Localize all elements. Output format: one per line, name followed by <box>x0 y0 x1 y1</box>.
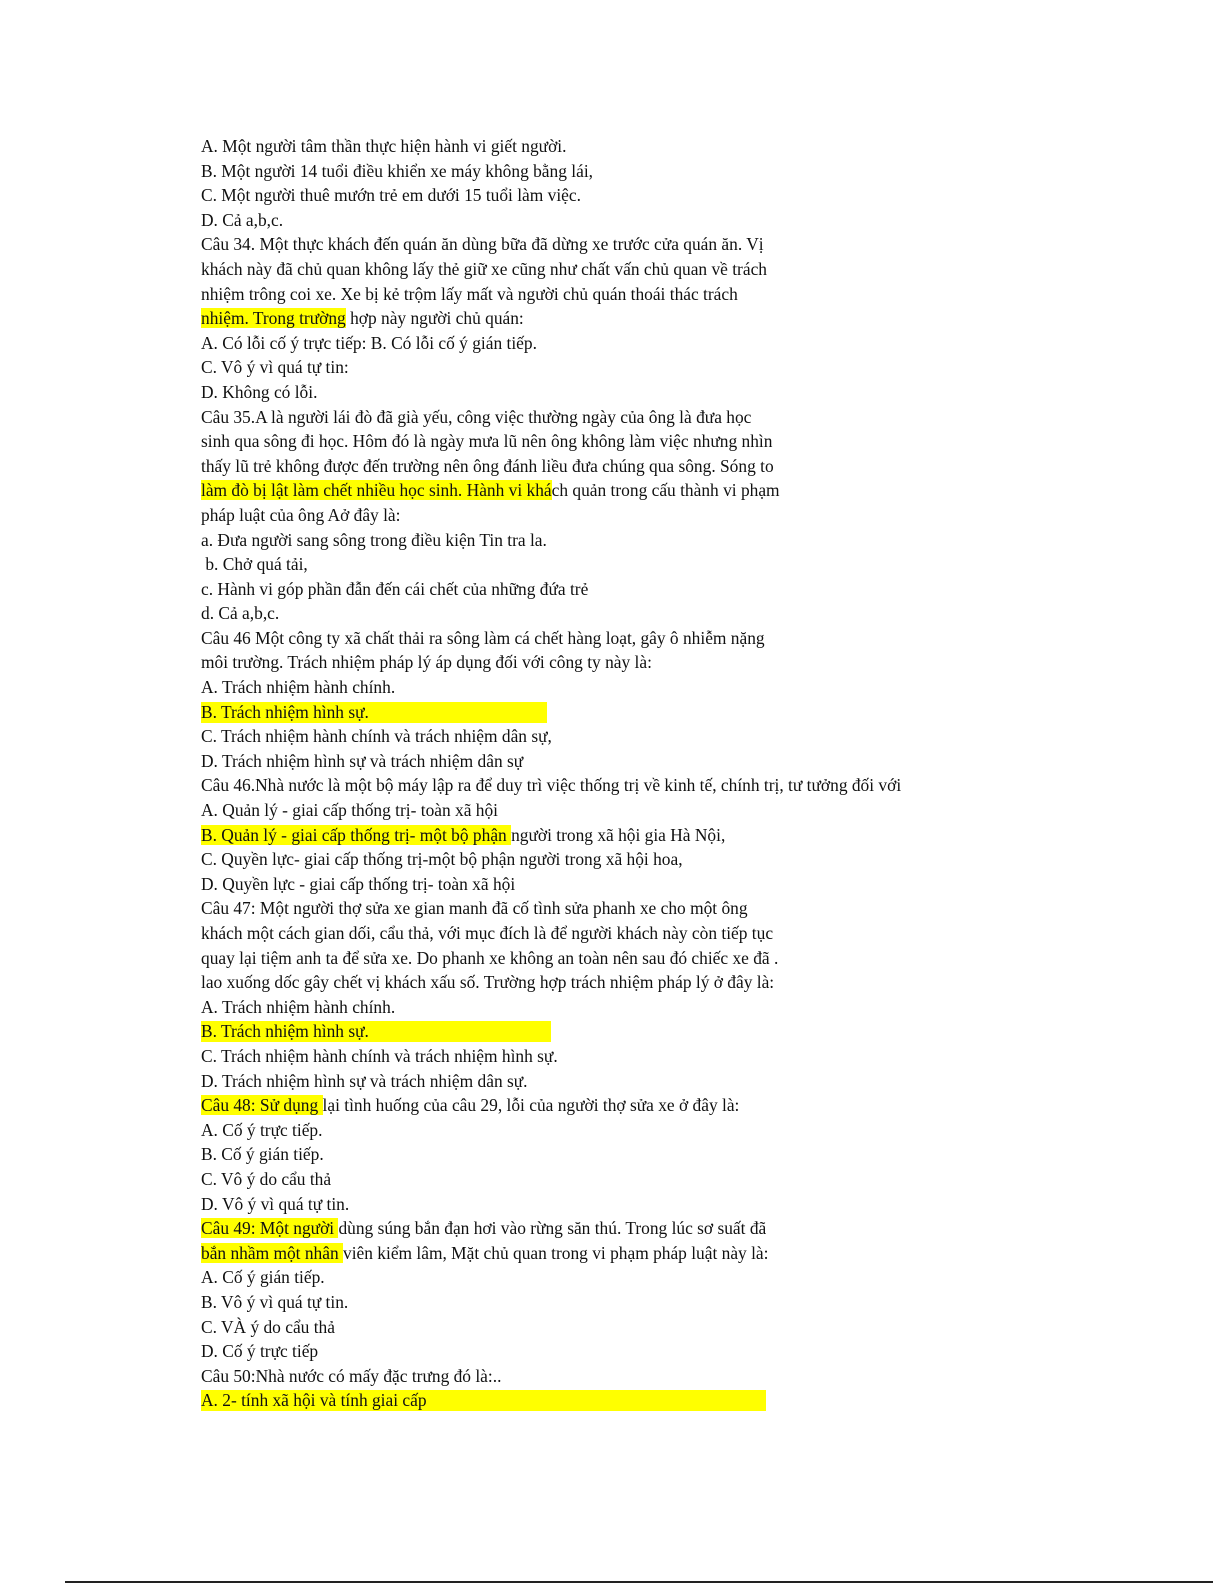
text-line <box>201 232 1211 257</box>
line-text-plain: D. Cả a,b,c. <box>201 209 284 230</box>
text-line <box>201 552 1211 577</box>
line-text-plain: C. Trách nhiệm hành chính và trách nhiệm dân sự, <box>201 726 552 747</box>
text-line <box>201 675 1211 700</box>
line-text-plain: Câu 34. Một thực khách đến quán ăn dùng bữa đã dừng xe trước cửa quán ăn. Vị <box>201 234 764 255</box>
text-line <box>201 183 1211 208</box>
line-text <box>201 1366 501 1386</box>
text-line <box>201 1069 1211 1094</box>
text-line <box>201 1339 1211 1364</box>
line-text-plain: khách một cách gian dối, cẩu thả, với mục đích là để người khách này còn tiếp tục <box>201 923 774 943</box>
line-text <box>201 185 581 205</box>
line-text-plain: A. Một người tâm thần thực hiện hành vi giết người. <box>201 136 567 156</box>
line-text-plain: pháp luật của ông Aở đây là: <box>201 504 401 525</box>
text-line <box>201 724 1211 749</box>
line-text <box>201 874 515 894</box>
text-line <box>201 405 1211 430</box>
line-text <box>201 357 349 377</box>
text-line <box>201 306 1211 331</box>
line-text-plain: môi trường. Trách nhiệm pháp lý áp dụng đối với công ty này là: <box>201 652 652 673</box>
line-text-plain: B. Vô ý vì quá tự tin. <box>201 1291 349 1312</box>
text-line <box>201 601 1211 626</box>
line-text <box>201 997 395 1017</box>
text-line <box>201 1044 1211 1069</box>
text-line <box>201 1093 1211 1118</box>
line-text <box>201 431 772 451</box>
line-text <box>201 1390 427 1410</box>
line-text-plain: D. Vô ý vì quá tự tin. <box>201 1193 350 1214</box>
line-text <box>201 751 523 771</box>
line-text <box>201 702 369 722</box>
line-text-plain: lao xuống dốc gây chết vị khách xấu số. Trường hợp trách nhiệm pháp lý ở đây là: <box>201 972 775 993</box>
line-text <box>201 726 552 746</box>
text-line <box>201 282 1211 307</box>
line-text <box>201 284 738 304</box>
text-line <box>201 1142 1211 1167</box>
line-text <box>201 825 725 845</box>
text-line <box>201 872 1211 897</box>
line-text <box>201 603 279 623</box>
line-text <box>201 628 765 648</box>
line-text-plain: lại tình huống của câu 29, lỗi của người thợ sửa xe ở đây là: <box>322 1095 740 1116</box>
text-line <box>201 946 1211 971</box>
line-text-plain: dùng súng bắn đạn hơi vào rừng săn thú. Trong lúc sơ suất đã <box>338 1218 767 1239</box>
line-text <box>201 1317 335 1337</box>
line-text-plain: Câu 47: Một người thợ sửa xe gian manh đã cố tình sửa phanh xe cho một ông <box>201 898 748 919</box>
text-line <box>201 1192 1211 1217</box>
text-line <box>201 749 1211 774</box>
line-text-plain: C. Vô ý vì quá tự tin: <box>201 357 349 378</box>
line-text <box>201 1194 349 1214</box>
line-text <box>201 210 283 230</box>
line-text-plain: quay lại tiệm anh ta để sửa xe. Do phanh xe không an toàn nên sau đó chiếc xe đã . <box>201 947 779 968</box>
page-bottom-rule <box>65 1581 1213 1583</box>
line-text <box>201 1046 558 1066</box>
line-text <box>201 923 773 943</box>
line-text <box>201 1292 348 1312</box>
line-text <box>201 234 764 254</box>
text-line <box>201 478 1211 503</box>
line-text-plain: D. Quyền lực - giai cấp thống trị- toàn xã hội <box>201 873 516 894</box>
text-line <box>201 650 1211 675</box>
line-text <box>201 554 308 574</box>
line-text-plain: viên kiểm lâm, Mặt chủ quan trong vi phạm pháp luật này là: <box>343 1242 769 1263</box>
line-text <box>201 308 524 328</box>
line-text-plain: C. Quyền lực- giai cấp thống trị-một bộ phận người trong xã hội hoa, <box>201 849 683 870</box>
text-line <box>201 331 1211 356</box>
text-line <box>201 429 1211 454</box>
line-text <box>201 259 767 279</box>
highlighted-text: B. Trách nhiệm hình sự. <box>201 701 369 722</box>
line-text-plain: a. Đưa người sang sông trong điều kiện Tin tra la. <box>201 529 547 550</box>
line-text-plain: hợp này người chủ quán: <box>345 308 524 329</box>
text-line <box>201 995 1211 1020</box>
line-text-plain: A. Quản lý - giai cấp thống trị- toàn xã hội <box>201 800 499 821</box>
line-text <box>201 652 652 672</box>
line-text-plain: C. Vô ý do cẩu thả <box>201 1168 332 1189</box>
line-text <box>201 333 537 353</box>
line-text-plain: A. Có lỗi cố ý trực tiếp: B. Có lỗi cố ý gián tiếp. <box>201 332 537 353</box>
text-line <box>201 1118 1211 1143</box>
highlighted-text: Câu 48: Sử dụng <box>201 1095 323 1116</box>
line-text <box>201 898 748 918</box>
line-text-plain: A. Trách nhiệm hành chính. <box>201 677 396 698</box>
line-text <box>201 161 593 181</box>
text-line <box>201 577 1211 602</box>
highlighted-text: B. Quản lý - giai cấp thống trị- một bộ phận <box>201 824 512 845</box>
line-text-plain: Câu 35.A là người lái đò đã già yếu, công việc thường ngày của ông là đưa học <box>201 406 752 427</box>
text-line <box>201 798 1211 823</box>
text-line <box>201 1290 1211 1315</box>
line-text-plain: c. Hành vi góp phần đẫn đến cái chết của những đứa trẻ <box>201 578 589 599</box>
line-text <box>201 800 498 820</box>
line-text <box>201 677 395 697</box>
text-line <box>201 1241 1211 1266</box>
line-text-plain: C. Một người thuê mướn trẻ em dưới 15 tuổi làm việc. <box>201 185 581 206</box>
line-text <box>201 1218 766 1238</box>
line-text <box>201 530 547 550</box>
line-text <box>201 1144 324 1164</box>
highlighted-text: nhiệm. Trong trường <box>201 308 346 329</box>
text-line <box>201 626 1211 651</box>
text-line <box>201 1364 1211 1389</box>
text-line <box>201 159 1211 184</box>
highlighted-text: B. Trách nhiệm hình sự. <box>201 1021 369 1042</box>
line-text-plain: D. Trách nhiệm hình sự và trách nhiệm dân sự. <box>201 1070 528 1091</box>
text-line <box>201 896 1211 921</box>
line-text <box>201 382 317 402</box>
text-line <box>201 1388 1211 1413</box>
line-text-plain: b. Chở quá tải, <box>201 554 308 575</box>
line-text-plain: Câu 50:Nhà nước có mấy đặc trưng đó là:.. <box>201 1365 502 1386</box>
line-text <box>201 1021 369 1041</box>
line-text <box>201 1267 325 1287</box>
line-text-plain: nhiệm trông coi xe. Xe bị kẻ trộm lấy mất và người chủ quán thoái thác trách <box>201 283 738 304</box>
text-line <box>201 208 1211 233</box>
line-text-plain: Câu 46 Một công ty xã chất thải ra sông làm cá chết hàng loạt, gây ô nhiễm nặng <box>201 627 765 648</box>
line-text <box>201 407 751 427</box>
text-line <box>201 921 1211 946</box>
highlighted-text: Câu 49: Một người <box>201 1218 339 1239</box>
line-text-plain: C. Trách nhiệm hành chính và trách nhiệm hình sự. <box>201 1045 558 1066</box>
text-line <box>201 380 1211 405</box>
text-line <box>201 454 1211 479</box>
line-text-plain: D. Cố ý trực tiếp <box>201 1341 319 1362</box>
highlighted-text: làm đò bị lật làm chết nhiều học sinh. Hành vi khá <box>201 480 552 501</box>
text-line <box>201 257 1211 282</box>
line-text <box>201 972 774 992</box>
line-text-plain: d. Cả a,b,c. <box>201 603 280 624</box>
line-text <box>201 775 901 795</box>
line-text <box>201 1095 739 1115</box>
line-text-plain: Câu 46.Nhà nước là một bộ máy lập ra để duy trì việc thống trị về kinh tế, chính trị, tư tưởng đối với <box>201 775 902 796</box>
line-text-plain: C. VÀ ý do cẩu thả <box>201 1316 335 1337</box>
highlighted-text: bắn nhầm một nhân <box>201 1242 343 1263</box>
text-line <box>201 503 1211 528</box>
line-text <box>201 948 778 968</box>
text-line <box>201 700 1211 725</box>
line-text <box>201 1169 331 1189</box>
text-line <box>201 1167 1211 1192</box>
text-line <box>201 1315 1211 1340</box>
line-text-plain: B. Một người 14 tuổi điều khiển xe máy không bằng lái, <box>201 160 593 181</box>
text-line <box>201 847 1211 872</box>
line-text-plain: A. Cố ý gián tiếp. <box>201 1267 325 1288</box>
text-line <box>201 528 1211 553</box>
text-line <box>201 355 1211 380</box>
line-text <box>201 849 683 869</box>
text-line <box>201 1265 1211 1290</box>
line-text-plain: khách này đã chủ quan không lấy thẻ giữ xe cũng như chất vấn chủ quan về trách <box>201 258 767 279</box>
line-text-plain: người trong xã hội gia Hà Nội, <box>511 824 726 845</box>
highlighted-text: A. 2- tính xã hội và tính giai cấp <box>201 1390 427 1411</box>
line-text-plain: A. Trách nhiệm hành chính. <box>201 996 396 1017</box>
line-text <box>201 1120 322 1140</box>
line-text-plain: B. Cố ý gián tiếp. <box>201 1144 324 1165</box>
line-text-plain: ch quản trong cấu thành vi phạm <box>551 480 780 501</box>
line-text <box>201 136 566 156</box>
line-text <box>201 480 780 500</box>
line-text <box>201 1341 318 1361</box>
line-text-plain: thấy lũ trẻ không được đến trường nên ông đánh liều đưa chúng qua sông. Sóng to <box>201 455 774 476</box>
text-line <box>201 134 1211 159</box>
line-text-plain: D. Trách nhiệm hình sự và trách nhiệm dân sự <box>201 750 524 771</box>
text-line <box>201 1216 1211 1241</box>
line-text-plain: D. Không có lỗi. <box>201 381 318 402</box>
text-line <box>201 970 1211 995</box>
line-text <box>201 505 400 525</box>
line-text <box>201 1071 528 1091</box>
line-text <box>201 456 774 476</box>
line-text-plain: sinh qua sông đi học. Hôm đó là ngày mưa lũ nên ông không làm việc nhưng nhìn <box>201 431 773 452</box>
text-line <box>201 1019 1211 1044</box>
line-text-plain: A. Cố ý trực tiếp. <box>201 1119 323 1140</box>
document-body <box>201 134 1211 1413</box>
line-text <box>201 579 588 599</box>
text-line <box>201 773 1211 798</box>
text-line <box>201 823 1211 848</box>
line-text <box>201 1243 769 1263</box>
